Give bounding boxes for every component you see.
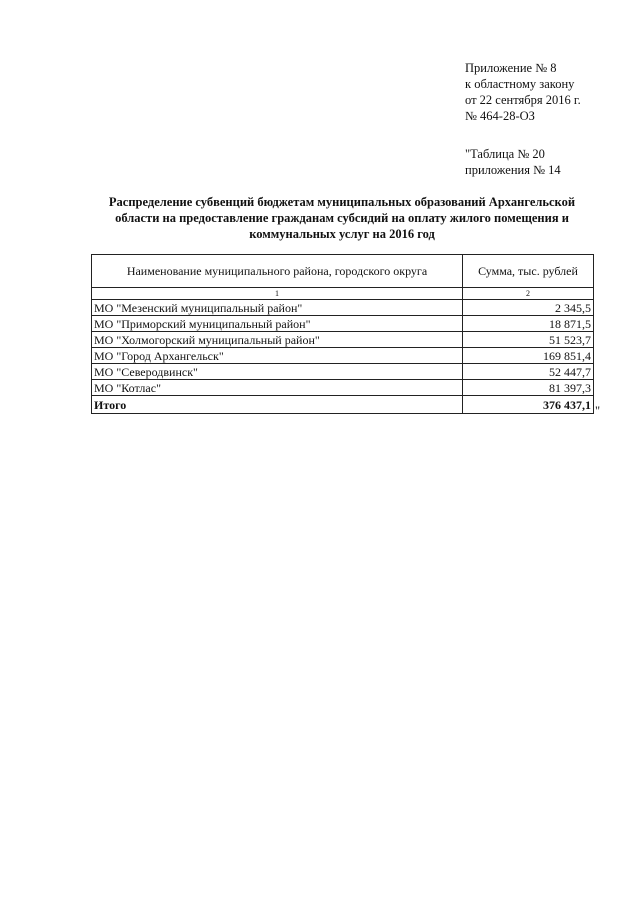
municipality-name: МО "Приморский муниципальный район": [92, 316, 463, 332]
header-amount-column: Сумма, тыс. рублей: [463, 255, 594, 288]
header-name-column: Наименование муниципального района, городского округа: [92, 255, 463, 288]
appendix-line: Приложение № 8: [465, 61, 557, 75]
amount-value: 2 345,5: [463, 300, 594, 316]
table-row: [92, 364, 594, 380]
amount-value: 52 447,7: [463, 364, 594, 380]
table-ref-line: "Таблица № 20: [465, 147, 545, 161]
table-row: [92, 300, 594, 316]
amount-value: 81 397,3: [463, 380, 594, 396]
amount-value: 51 523,7: [463, 332, 594, 348]
appendix-line: от 22 сентября 2016 г.: [465, 93, 581, 107]
municipality-name: МО "Холмогорский муниципальный район": [92, 332, 463, 348]
column-number: 2: [463, 288, 594, 300]
table-row: [92, 316, 594, 332]
table-ref-line: приложения № 14: [465, 163, 561, 177]
municipality-name: МО "Город Архангельск": [92, 348, 463, 364]
table-row: [92, 380, 594, 396]
appendix-line: № 464-28-ОЗ: [465, 109, 535, 123]
column-number: 1: [92, 288, 463, 300]
amount-value: 18 871,5: [463, 316, 594, 332]
document-title: Распределение субвенций бюджетам муниципальных образований Архангельской области на предоставление гражданам субсидий на оплату жилого помещения и коммунальных услуг на 2016 год: [108, 195, 576, 241]
table-row: [92, 332, 594, 348]
municipality-name: МО "Котлас": [92, 380, 463, 396]
appendix-header: [465, 60, 635, 124]
municipality-name: МО "Северодвинск": [92, 364, 463, 380]
total-label: Итого: [92, 396, 463, 414]
total-amount: 376 437,1: [463, 396, 594, 414]
table-row: [92, 348, 594, 364]
table-header-row: [92, 255, 594, 288]
amount-value: 169 851,4: [463, 348, 594, 364]
municipality-name: МО "Мезенский муниципальный район": [92, 300, 463, 316]
table-reference: [465, 146, 635, 178]
total-row: [92, 396, 594, 414]
column-number-row: [92, 288, 594, 300]
closing-quote: ": [595, 404, 601, 418]
appendix-line: к областному закону: [465, 77, 575, 91]
distribution-table: [91, 254, 594, 414]
